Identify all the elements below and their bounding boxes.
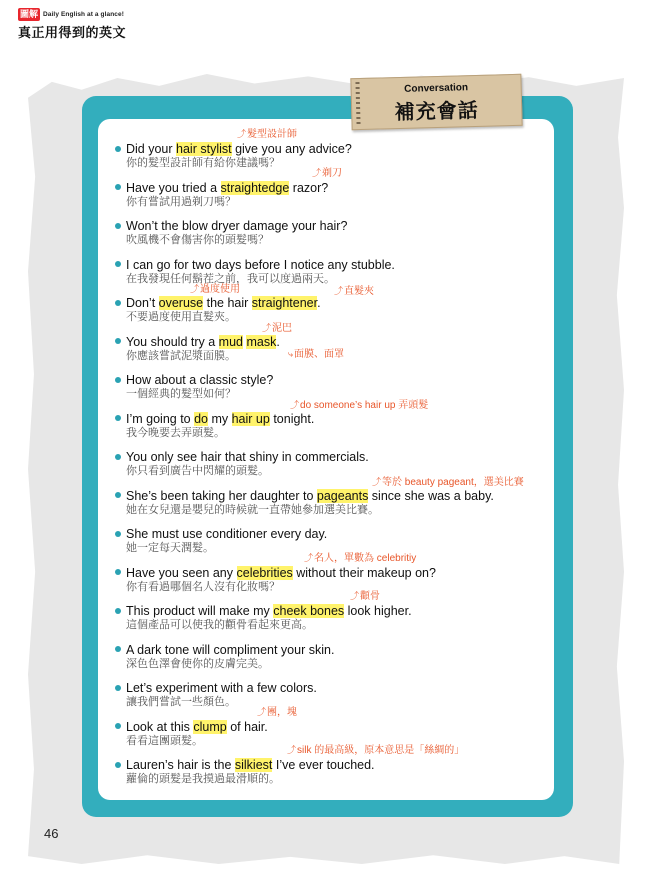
bullet-icon [115, 608, 121, 614]
sentence-en: I’m going to do my hair up tonight. [115, 412, 314, 427]
bullet-icon [115, 377, 121, 383]
section-label-zh: 補充會話 [394, 99, 480, 125]
bullet-icon [115, 415, 121, 421]
list-item [112, 509, 552, 554]
sentence-zh: 看看這團頭髮。 [126, 734, 203, 747]
bullet-icon [115, 569, 121, 575]
annotation: ⤴silk 的最高級，原本意思是「絲綢的」 [287, 745, 465, 756]
sentence-zh: 讓我們嘗試一些顏色。 [126, 696, 236, 708]
list-item [112, 548, 552, 593]
arrow-icon: ⤴ [262, 322, 272, 333]
annotation: ⤴顴骨 [350, 591, 381, 602]
annotation: ⤴直髮夾 [334, 286, 375, 297]
brand-subtitle: Daily English at a glance! [43, 11, 124, 18]
bullet-icon [115, 646, 121, 652]
bullet-icon [115, 300, 121, 306]
sentence-zh: 深色色澤會使你的皮膚完美。 [126, 657, 269, 670]
sentence-en: Look at this clump of hair. [115, 720, 268, 735]
sentence-zh: 一個經典的髮型如何？ [126, 388, 236, 400]
sentence-zh: 你有嘗試用過剃刀嗎？ [126, 195, 236, 208]
bullet-icon [115, 261, 121, 267]
list-item [112, 702, 552, 747]
arrow-icon: ⤴ [237, 129, 247, 139]
bullet-icon [115, 762, 121, 768]
sentence-en: Don’t overuse the hair straightener. [115, 296, 321, 311]
list-item [112, 625, 552, 670]
annotation: ⤴等於 beauty pageant，選美比賽 [372, 476, 524, 488]
brand-logo: 圖解 [20, 9, 39, 19]
sentence-zh: 你應該嘗試泥漿面膜。 [126, 349, 236, 362]
list-item [112, 317, 552, 362]
sentence-zh: 你只看到廣告中閃耀的頭髮。 [126, 465, 269, 477]
sentence-zh: 吹風機不會傷害你的頭髮嗎？ [126, 234, 269, 246]
bullet-icon [115, 223, 121, 229]
sentence-zh: 蘿倫的頭髮是我摸過最滑順的。 [126, 773, 280, 785]
bullet-icon [115, 146, 121, 152]
sentence-en: She must use conditioner every day. [115, 527, 327, 542]
sentence-zh: 我今晚要去弄頭髮。 [126, 426, 225, 439]
list-item [112, 278, 552, 323]
annotation: ⤴泥巴 [262, 322, 293, 334]
annotation: ⤷面膜、面罩 [288, 348, 345, 360]
sentence-en: Lauren’s hair is the silkiest I’ve ever touched. [115, 758, 375, 773]
bullet-icon [115, 454, 121, 460]
bullet-icon [115, 723, 121, 729]
list-item [112, 663, 552, 708]
arrow-icon: ⤴ [334, 286, 344, 296]
annotation: ⤴過度使用 [190, 284, 241, 295]
arrow-icon: ⤴ [350, 591, 360, 601]
bullet-icon [115, 531, 121, 537]
arrow-icon: ⤴ [312, 167, 322, 178]
list-item [112, 240, 552, 285]
sentence-zh: 你的髮型設計師有給你建議嗎？ [126, 157, 280, 169]
bullet-icon [115, 685, 121, 691]
annotation: ⤴名人，單數為 celebritiy [304, 552, 417, 564]
annotation: ⤴團，塊 [257, 706, 298, 718]
sentence-zh: 這個產品可以使我的顴骨看起來更高。 [126, 619, 313, 631]
list-item [112, 201, 552, 246]
sentence-zh: 她在女兒還是嬰兒的時候就一直帶她參加選美比賽。 [126, 503, 379, 516]
sentence-en: Let’s experiment with a few colors. [115, 681, 317, 696]
sentence-en: Did your hair stylist give you any advice? [115, 142, 352, 157]
list-item [112, 432, 552, 477]
arrow-icon: ⤴ [257, 706, 267, 717]
sentence-en: She’s been taking her daughter to pageants since she was a baby. [115, 489, 494, 504]
brand-header [18, 8, 126, 41]
book-title: 真正用得到的英文 [18, 25, 127, 40]
arrow-icon: ⤷ [288, 348, 294, 359]
list-item [112, 586, 552, 631]
sentence-zh: 你有看過哪個名人沒有化妝嗎？ [126, 580, 280, 593]
sentence-en: You only see hair that shiny in commercials. [115, 450, 369, 465]
arrow-icon: ⤴ [372, 476, 382, 487]
section-label [350, 74, 522, 130]
annotation: ⤴剃刀 [312, 167, 343, 179]
sentence-en: Have you tried a straightedge razor? [115, 181, 328, 196]
sentence-en: Won’t the blow dryer damage your hair? [115, 219, 347, 234]
sentence-en: Have you seen any celebrities without their makeup on? [115, 566, 436, 581]
sentence-en: You should try a mud mask. [115, 335, 280, 350]
bullet-icon [115, 492, 121, 498]
arrow-icon: ⤴ [190, 284, 200, 294]
arrow-icon: ⤴ [287, 745, 297, 755]
list-item [112, 394, 552, 439]
sentence-zh: 不要過度使用直髮夾。 [126, 311, 236, 323]
list-item [112, 163, 552, 208]
sentence-list [112, 124, 552, 785]
list-item [112, 471, 552, 516]
sentence-en: How about a classic style? [115, 373, 273, 388]
list-item [112, 355, 552, 400]
sentence-en: This product will make my cheek bones look higher. [115, 604, 412, 619]
sentence-zh: 在我發現任何鬍茬之前，我可以度過兩天。 [126, 272, 335, 285]
page-number: 46 [44, 826, 59, 841]
list-item [112, 740, 552, 785]
bullet-icon [115, 184, 121, 190]
sentence-zh: 她一定每天潤髮。 [126, 542, 214, 554]
annotation: ⤴do someone’s hair up 弄頭髮 [290, 399, 429, 411]
sentence-en: A dark tone will compliment your skin. [115, 643, 334, 658]
arrow-icon: ⤴ [304, 552, 314, 563]
arrow-icon: ⤴ [290, 399, 300, 410]
section-label-en: Conversation [404, 82, 469, 95]
annotation: ⤴髮型設計師 [237, 129, 298, 140]
list-item [112, 124, 552, 169]
bullet-icon [115, 338, 121, 344]
sentence-en: I can go for two days before I notice any stubble. [115, 258, 395, 273]
